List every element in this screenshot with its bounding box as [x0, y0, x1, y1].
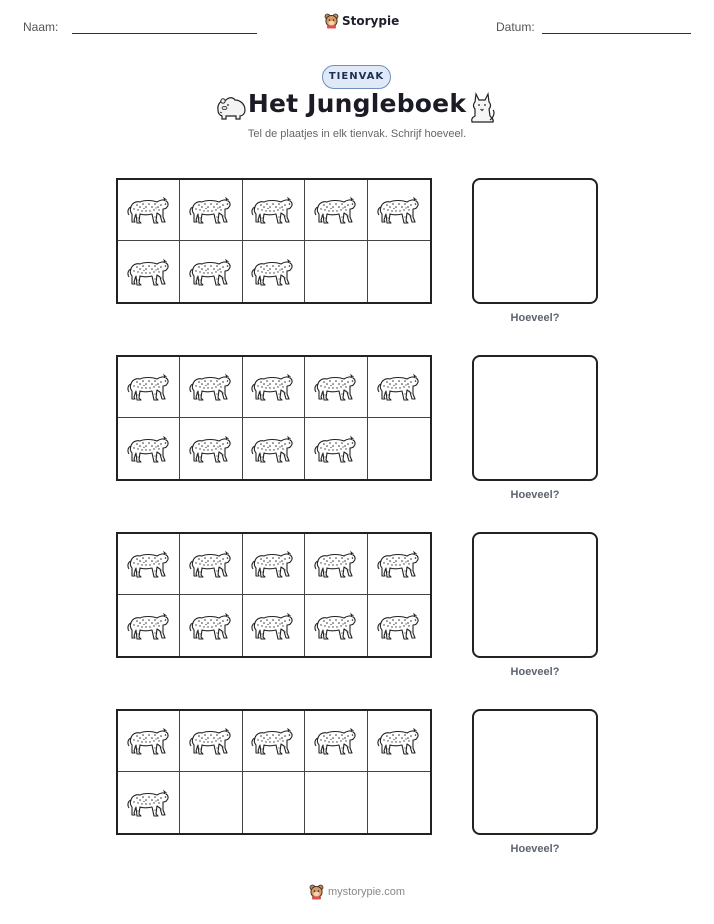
- leopard-icon: [376, 724, 422, 758]
- brand-logo: [324, 13, 399, 29]
- leopard-icon: [250, 255, 296, 289]
- leopard-icon: [376, 370, 422, 404]
- ten-frame-cell: [243, 711, 305, 772]
- ten-frame-cell: [305, 357, 367, 418]
- answer-box[interactable]: [472, 709, 598, 835]
- ten-frame-cell: [118, 711, 180, 772]
- name-field[interactable]: [72, 33, 257, 34]
- wolf-icon: [468, 90, 496, 129]
- ten-frame-cell: [118, 772, 180, 833]
- answer-label: Hoeveel?: [510, 489, 560, 501]
- leopard-icon: [188, 609, 234, 643]
- instructions: Tel de plaatjes in elk tienvak. Schrijf hoeveel.: [247, 128, 467, 140]
- answer-box[interactable]: [472, 532, 598, 658]
- storypie-mascot-icon: [324, 13, 339, 29]
- ten-frame-cell: [243, 241, 305, 302]
- ten-frame-cell: [305, 595, 367, 656]
- leopard-icon: [126, 255, 172, 289]
- leopard-icon: [188, 432, 234, 466]
- worksheet-type-badge: TIENVAK: [322, 65, 391, 89]
- ten-frame-cell: [180, 772, 242, 833]
- ten-frame: [116, 178, 432, 304]
- ten-frame-cell: [305, 241, 367, 302]
- leopard-icon: [126, 432, 172, 466]
- leopard-icon: [250, 193, 296, 227]
- footer-url[interactable]: mystorypie.com: [327, 886, 406, 898]
- date-label: Datum:: [496, 20, 535, 34]
- ten-frame: [116, 709, 432, 835]
- leopard-icon: [126, 370, 172, 404]
- leopard-icon: [313, 609, 359, 643]
- answer-box[interactable]: [472, 178, 598, 304]
- leopard-icon: [188, 370, 234, 404]
- ten-frame-cell: [118, 180, 180, 241]
- brand-name: Storypie: [342, 14, 400, 28]
- ten-frame-cell: [305, 418, 367, 479]
- ten-frame-cell: [243, 534, 305, 595]
- ten-frame-cell: [305, 534, 367, 595]
- ten-frame-cell: [118, 418, 180, 479]
- answer-label: Hoeveel?: [510, 312, 560, 324]
- ten-frame-cell: [180, 241, 242, 302]
- ten-frame-cell: [180, 357, 242, 418]
- ten-frame: [116, 532, 432, 658]
- leopard-icon: [126, 609, 172, 643]
- ten-frame-cell: [305, 180, 367, 241]
- leopard-icon: [250, 724, 296, 758]
- ten-frame-cell: [368, 534, 430, 595]
- ten-frame-cell: [118, 595, 180, 656]
- leopard-icon: [313, 193, 359, 227]
- ten-frame-cell: [243, 418, 305, 479]
- ten-frame-cell: [368, 180, 430, 241]
- worksheet-title: Het Jungleboek: [247, 89, 467, 118]
- leopard-icon: [376, 547, 422, 581]
- footer: [0, 884, 714, 900]
- ten-frame-cell: [180, 534, 242, 595]
- ten-frame-cell: [180, 180, 242, 241]
- leopard-icon: [188, 547, 234, 581]
- ten-frame-cell: [305, 711, 367, 772]
- leopard-icon: [188, 193, 234, 227]
- leopard-icon: [313, 432, 359, 466]
- leopard-icon: [313, 547, 359, 581]
- leopard-icon: [250, 609, 296, 643]
- ten-frame-cell: [118, 534, 180, 595]
- ten-frame: [116, 355, 432, 481]
- ten-frame-cell: [118, 357, 180, 418]
- ten-frame-cell: [368, 357, 430, 418]
- answer-box[interactable]: [472, 355, 598, 481]
- leopard-icon: [313, 370, 359, 404]
- ten-frame-cell: [368, 595, 430, 656]
- ten-frame-cell: [180, 418, 242, 479]
- leopard-icon: [250, 370, 296, 404]
- ten-frame-cell: [243, 595, 305, 656]
- ten-frame-cell: [180, 711, 242, 772]
- leopard-icon: [126, 547, 172, 581]
- ten-frame-cell: [305, 772, 367, 833]
- leopard-icon: [376, 609, 422, 643]
- leopard-icon: [376, 193, 422, 227]
- storypie-mascot-icon: [309, 884, 324, 900]
- answer-label: Hoeveel?: [510, 843, 560, 855]
- ten-frame-cell: [368, 418, 430, 479]
- leopard-icon: [126, 786, 172, 820]
- name-label: Naam:: [23, 20, 59, 34]
- leopard-icon: [313, 724, 359, 758]
- date-field[interactable]: [542, 33, 691, 34]
- leopard-icon: [126, 724, 172, 758]
- ten-frame-cell: [243, 180, 305, 241]
- ten-frame-cell: [180, 595, 242, 656]
- ten-frame-cell: [118, 241, 180, 302]
- leopard-icon: [126, 193, 172, 227]
- leopard-icon: [188, 255, 234, 289]
- leopard-icon: [250, 432, 296, 466]
- ten-frame-cell: [368, 241, 430, 302]
- ten-frame-cell: [243, 357, 305, 418]
- ten-frame-cell: [368, 772, 430, 833]
- ten-frame-cell: [243, 772, 305, 833]
- leopard-icon: [188, 724, 234, 758]
- ten-frame-cell: [368, 711, 430, 772]
- answer-label: Hoeveel?: [510, 666, 560, 678]
- leopard-icon: [250, 547, 296, 581]
